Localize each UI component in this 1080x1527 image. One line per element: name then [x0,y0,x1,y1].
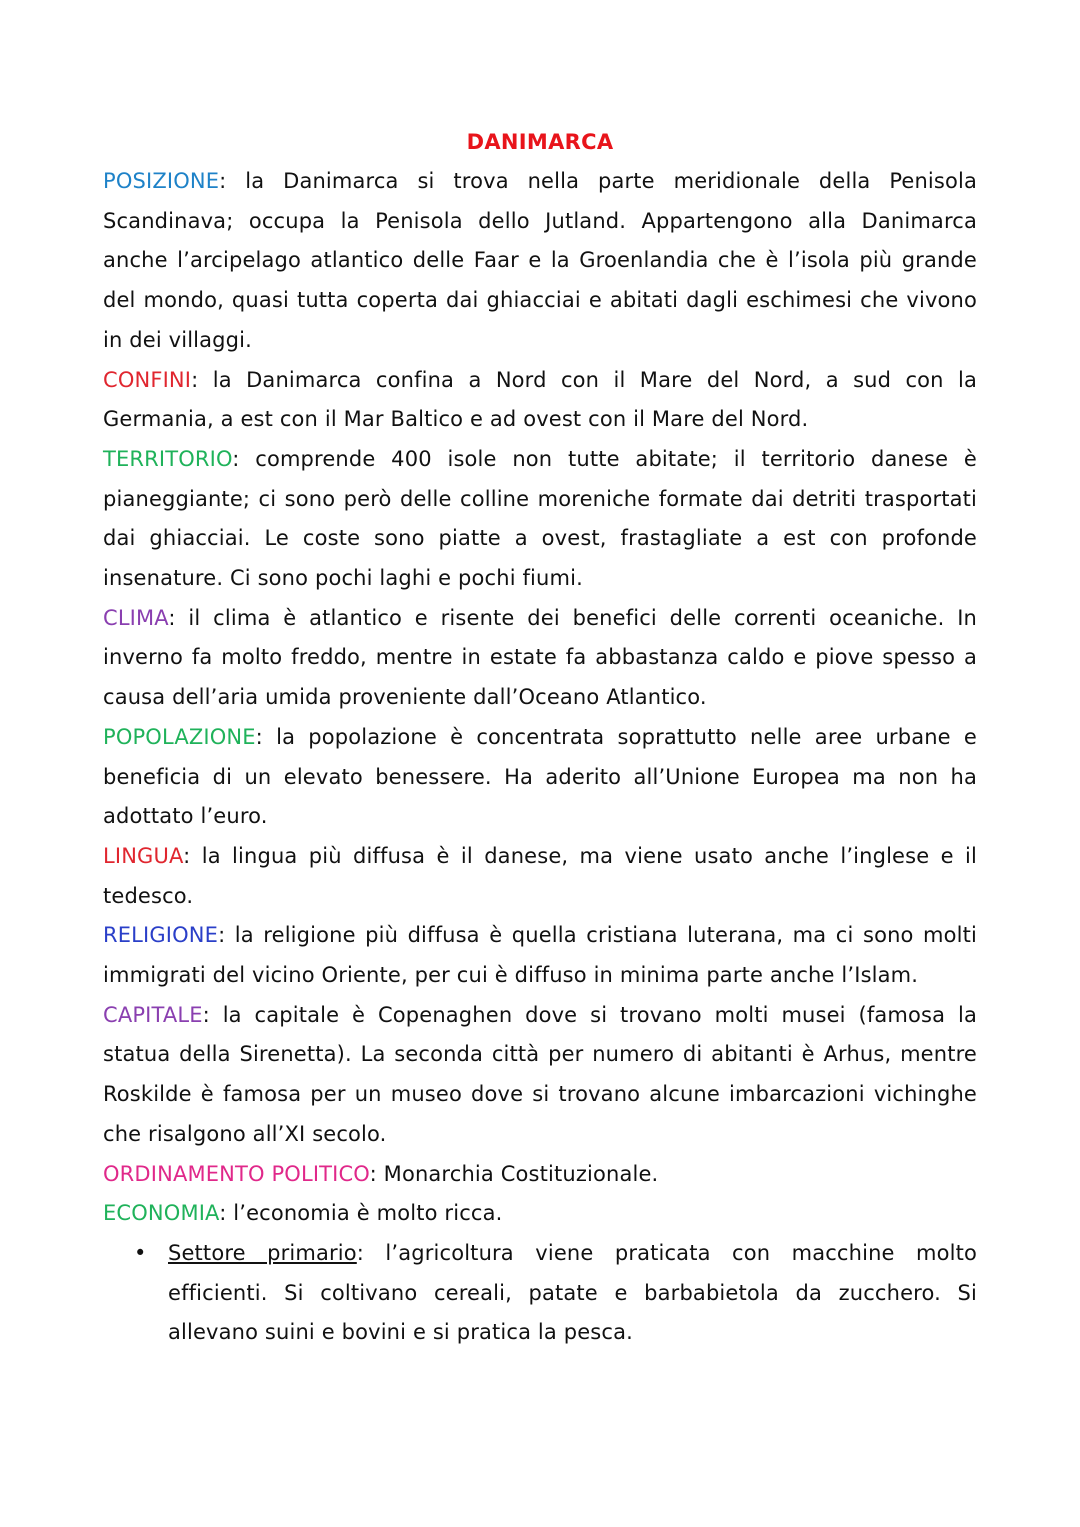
section-religione [103,916,977,995]
bullet-icon: • [134,1240,147,1265]
text-religione: : la religione più diffusa è quella cristiana luterana, ma ci sono molti immigrati del vicino Oriente, per cui è diffuso in minima parte anche l’Islam. [103,923,977,988]
text-lingua: : la lingua più diffusa è il danese, ma viene usato anche l’inglese e il tedesco. [103,843,977,908]
label-religione: RELIGIONE [103,923,219,948]
section-capitale [103,996,977,1155]
text-capitale: : la capitale è Copenaghen dove si trovano molti musei (famosa la statua della Sirenetta). La seconda città per numero di abitanti è Arhus, mentre Roskilde è famosa per un museo dove si trovano alcune imbarcazioni vichinghe che risalgono all’XI secolo. [103,1002,977,1146]
text-territorio: : comprende 400 isole non tutte abitate; il territorio danese è pianeggiante; ci sono però delle colline moreniche formate dai detriti trasportati dai ghiacciai. Le coste sono piatte a ovest, frastagliate a est con profonde insenature. Ci sono pochi laghi e pochi fiumi. [103,446,977,591]
text-posizione: : la Danimarca si trova nella parte meridionale della Penisola Scandinava; occupa la Penisola dello Jutland. Appartengono alla Danimarca anche l’arcipelago atlantico delle Faar e la Groenlandia che è l’isola più grande del mondo, quasi tutta coperta dai ghiacciai e abitati dagli eschimesi che vivono in dei villaggi. [103,169,977,352]
section-popolazione [103,718,977,837]
label-popolazione: POPOLAZIONE [103,724,256,749]
section-posizione [103,162,977,361]
label-ordinamento: ORDINAMENTO POLITICO [103,1161,370,1186]
section-clima [103,599,977,718]
section-ordinamento [103,1155,977,1195]
text-popolazione: : la popolazione è concentrata soprattutto nelle aree urbane e beneficia di un elevato benessere. Ha aderito all’Unione Europea ma non ha adottato l’euro. [103,724,977,829]
text-ordinamento: : Monarchia Costituzionale. [369,1161,659,1186]
section-economia [103,1194,977,1234]
document-title: DANIMARCA [466,130,614,154]
text-economia: : l’economia è molto ricca. [219,1201,503,1226]
list-item [103,1234,977,1353]
text-clima: : il clima è atlantico e risente dei benefici delle correnti oceaniche. In inverno fa molto freddo, mentre in estate fa abbastanza caldo e piove spesso a causa dell’aria umida proveniente dall’Oceano Atlantico. [103,605,977,710]
text-confini: : la Danimarca confina a Nord con il Mare del Nord, a sud con la Germania, a est con il Mar Baltico e ad ovest con il Mare del Nord. [103,367,977,432]
bullet-text: : l’agricoltura viene praticata con macchine molto efficienti. Si coltivano cereali, patate e barbabietola da zucchero. Si allevano suini e bovini e si pratica la pesca. [168,1240,977,1345]
label-capitale: CAPITALE [103,1002,203,1027]
label-lingua: LINGUA [103,843,184,868]
label-confini: CONFINI [103,367,192,392]
label-economia: ECONOMIA [103,1201,220,1226]
document-page [103,122,977,1353]
section-confini [103,361,977,440]
section-territorio [103,440,977,599]
label-territorio: TERRITORIO [103,446,233,471]
label-posizione: POSIZIONE [103,169,220,193]
label-clima: CLIMA [103,605,169,630]
economia-bullet-list [103,1234,977,1353]
section-lingua [103,837,977,916]
bullet-heading: Settore primario [168,1240,357,1265]
